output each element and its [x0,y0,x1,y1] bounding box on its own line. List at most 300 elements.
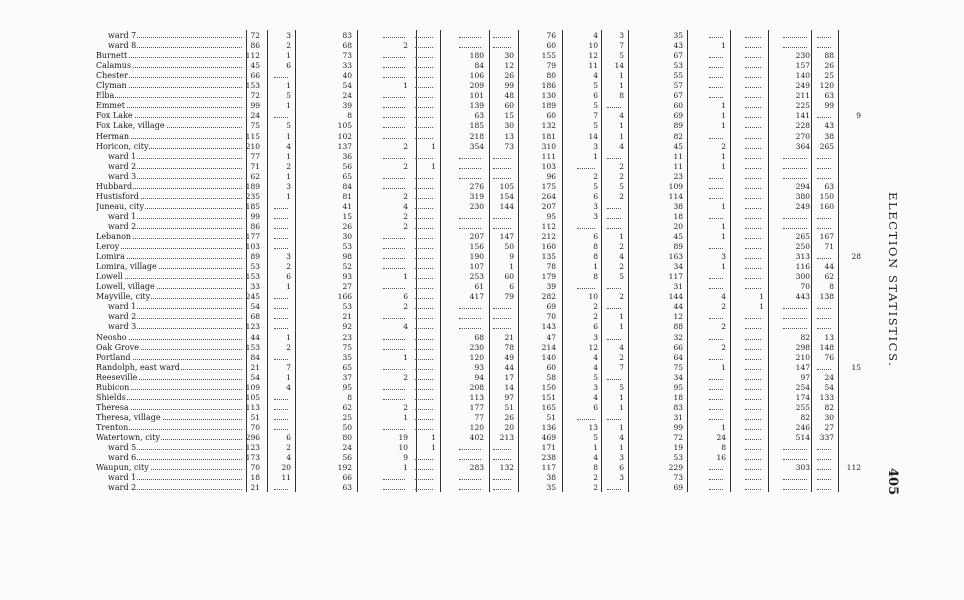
table-cell: 185 [469,121,484,131]
table-cell: 84 [342,181,352,191]
table-cell: 1 [721,262,726,272]
table-cell [604,482,624,493]
row-label-text: Burnett [96,51,128,61]
table-cell: 144 [668,292,683,302]
row-label-text: Horicon, city [96,141,149,151]
table-cell: 77 [250,151,260,161]
table-cell: 41 [342,201,352,211]
table-cell: 3 [286,181,291,191]
table-cell: 249 [795,81,810,91]
table-cell: 192 [337,463,352,473]
table-cell: 141 [795,111,810,121]
table-cell: 179 [541,272,556,282]
table-cell: 6 [593,322,598,332]
table-cell: 1 [286,282,291,292]
table-cell: 60 [546,362,556,372]
table-cell: 1 [619,232,624,241]
table-cell: 112 [541,221,556,231]
table-cell: 52 [342,262,352,272]
table-cell: 75 [342,342,352,352]
table-cell: 24 [342,443,352,453]
table-cell: 26 [504,71,514,81]
table-cell: 62 [824,272,834,282]
table-cell: 88 [824,51,834,61]
table-cell: 16 [716,453,726,463]
table-cell: 7 [619,41,624,51]
table-cell: 107 [469,262,484,272]
table-cell: 8 [619,91,624,101]
table-cell: 5 [619,382,624,392]
row-label-text: Lebanon [96,232,132,241]
table-cell: 60 [546,111,556,121]
table-cell: 113 [245,402,260,412]
table-cell: 1 [619,422,624,432]
table-cell: 44 [250,332,260,342]
table-cell: 98 [342,252,352,262]
table-cell: 103 [245,242,260,252]
table-cell: 68 [474,332,484,342]
table-cell: 55 [673,71,683,81]
table-cell: 97 [504,392,514,402]
table-cell: 95 [673,382,683,392]
table-cell: 3 [286,31,291,40]
table-cell: 13 [588,422,598,432]
table-cell: 354 [469,141,484,151]
table-cell: 72 [250,91,260,101]
table-cell: 71 [824,242,834,252]
table-cell: 14 [588,131,598,141]
table-cell: 8 [593,272,598,282]
table-cell: 15 [342,211,352,221]
table-cell: 44 [673,302,683,312]
table-cell: 21 [504,332,514,342]
table-cell: 210 [795,352,810,362]
table-cell: 6 [286,61,291,71]
table-cell: 24 [716,433,726,442]
table-cell: 65 [342,362,352,372]
table-cell: 35 [342,352,352,362]
table-cell: 3 [619,31,624,40]
row-label-text: Neosho [96,332,127,342]
table-cell: 212 [541,232,556,241]
table-cell: 135 [541,252,556,262]
table-cell: 67 [673,51,683,61]
table-cell: 1 [759,292,764,302]
table-cell: 18 [250,473,260,483]
table-cell: 443 [795,292,810,302]
table-cell: 51 [546,412,556,422]
table-cell: 1 [286,81,291,91]
table-cell: 2 [593,312,598,322]
table-cell: 78 [546,262,556,272]
table-cell: 5 [286,91,291,101]
table-cell: 1 [721,101,726,111]
table-cell: 5 [593,181,598,191]
table-cell: 174 [795,392,810,402]
table-cell: 58 [546,372,556,382]
table-cell: 11 [673,161,683,171]
table-cell: 319 [469,191,484,201]
table-cell: 89 [250,252,260,262]
table-cell: 4 [593,392,598,402]
table-cell: 72 [250,31,260,40]
table-cell: 34 [673,372,683,382]
table-cell: 66 [250,71,260,81]
table-cell: 153 [245,81,260,91]
table-cell: 36 [342,151,352,161]
table-cell: 23 [673,171,683,181]
table-cell: 77 [474,412,484,422]
table-cell: 1 [403,463,408,473]
table-cell: 1 [721,151,726,161]
table-cell: 63 [824,91,834,101]
table-cell: 51 [504,402,514,412]
table-cell: 4 [403,201,408,211]
table-cell: 75 [673,362,683,372]
table-cell: 56 [342,453,352,463]
table-cell: 3 [619,473,624,483]
table-cell: 30 [824,412,834,422]
table-cell: 21 [250,362,260,372]
table-cell: 63 [342,483,352,493]
table-cell: 160 [819,201,834,211]
row-label-text: ward 3 [108,171,137,181]
table-cell: 2 [721,302,726,312]
table-cell: 265 [819,141,834,151]
table-cell: 139 [469,101,484,111]
table-cell: 229 [668,463,683,473]
row-label-text: Theresa [96,402,129,412]
table-cell: 1 [286,131,291,141]
table-cell: 2 [286,41,291,51]
table-cell: 250 [795,242,810,252]
table-cell: 8 [593,242,598,252]
table-cell: 9 [509,252,514,262]
row-label-text: Portland [96,352,131,362]
table-cell: 1 [721,201,726,211]
table-cell: 73 [673,473,683,483]
row-label-text: Emmet [96,101,125,111]
table-cell: 5 [593,433,598,442]
table-cell: 167 [819,232,834,241]
table-cell: 1 [431,161,436,171]
table-cell: 66 [673,342,683,352]
table-cell: 105 [245,392,260,402]
table-cell: 73 [342,51,352,61]
row-label-text: Watertown, city [96,433,160,442]
row-label-text: Leroy [96,242,120,252]
table-cell: 210 [245,141,260,151]
table-cell: 82 [673,131,683,141]
table-cell: 27 [824,422,834,432]
table-cell: 10 [588,292,598,302]
table-cell: 207 [469,232,484,241]
table-cell: 30 [342,232,352,241]
table-cell: 150 [541,382,556,392]
table-cell: 24 [250,111,260,121]
table-cell: 112 [245,51,260,61]
row-label-text: Theresa, village [96,412,161,422]
table-cell: 207 [541,201,556,211]
table-cell: 10 [398,443,408,453]
table-cell: 2 [619,262,624,272]
table-cell: 283 [469,463,484,473]
table-cell: 235 [245,191,260,201]
table-cell: 6 [593,91,598,101]
table-cell: 51 [250,412,260,422]
table-cell: 138 [819,292,834,302]
table-cell: 103 [541,161,556,171]
table-cell: 68 [342,41,352,51]
table-cell: 8 [347,111,352,121]
table-cell: 6 [593,191,598,201]
table-cell: 35 [673,31,683,40]
table-cell: 26 [824,61,834,71]
table-cell: 75 [250,121,260,131]
table-cell: 105 [337,121,352,131]
table-cell: 68 [250,312,260,322]
table-cell [412,482,436,493]
table-cell: 155 [541,51,556,61]
table-cell: 2 [403,161,408,171]
table-cell: 282 [541,292,556,302]
table-cell: 4 [619,342,624,352]
table-cell: 4 [286,382,291,392]
table-cell: 6 [593,232,598,241]
table-cell: 44 [504,362,514,372]
table-cell [706,482,726,493]
row-label-text: Calamus [96,61,132,71]
table-cell: 294 [795,181,810,191]
table-cell: 2 [403,302,408,312]
table-cell: 136 [541,422,556,432]
table-cell: 111 [541,151,556,161]
table-cell: 214 [541,342,556,352]
table-cell: 313 [795,252,810,262]
table-cell: 2 [286,161,291,171]
table-cell: 2 [593,473,598,483]
table-cell: 73 [504,141,514,151]
table-cell: 66 [342,473,352,483]
row-label-text: ward 1 [108,211,137,221]
table-cell: 17 [504,372,514,382]
table-cell: 1 [403,81,408,91]
table-cell: 116 [795,262,810,272]
table-cell: 102 [337,131,352,141]
table-cell: 120 [819,81,834,91]
table-cell: 24 [824,372,834,382]
table-cell: 24 [342,91,352,101]
table-cell: 156 [469,242,484,252]
table-cell: 18 [673,211,683,221]
table-cell [380,482,408,493]
table-cell: 5 [619,272,624,282]
table-cell: 10 [588,41,598,51]
table-cell: 99 [824,101,834,111]
table-cell: 81 [342,191,352,201]
table-cell: 1 [759,302,764,312]
table-cell: 70 [250,463,260,473]
table-cell: 53 [250,262,260,272]
table-cell: 11 [281,473,291,483]
table-cell: 84 [474,61,484,71]
table-cell: 310 [541,141,556,151]
table-cell: 5 [593,121,598,131]
table-cell: 2 [593,171,598,181]
table-cell: 86 [250,41,260,51]
table-cell [780,482,810,493]
table-cell: 1 [619,402,624,412]
table-cell: 39 [342,101,352,111]
table-cell: 1 [619,71,624,81]
table-cell: 115 [245,131,260,141]
row-label-text: Chester [96,71,128,81]
table-cell: 93 [474,362,484,372]
table-cell: 238 [541,453,556,463]
table-cell: 132 [541,121,556,131]
table-cell: 53 [342,242,352,252]
table-cell: 60 [504,101,514,111]
table-cell: 303 [795,463,810,473]
table-cell: 1 [431,141,436,151]
table-cell: 8 [829,282,834,292]
table-cell: 11 [588,61,598,71]
table-cell: 97 [800,372,810,382]
table-cell: 2 [593,302,598,312]
table-cell: 25 [342,412,352,422]
table-cell: 19 [398,433,408,442]
table-cell: 45 [250,61,260,71]
table-cell: 9 [856,111,861,121]
table-cell: 5 [619,181,624,191]
table-cell: 4 [593,362,598,372]
table-cell: 364 [795,141,810,151]
table-cell: 1 [286,151,291,161]
table-cell: 1 [721,161,726,171]
table-cell: 469 [541,433,556,442]
table-cell: 5 [593,101,598,111]
table-cell: 37 [342,372,352,382]
table-cell: 76 [546,31,556,40]
table-cell: 163 [668,252,683,262]
table-cell: 2 [721,322,726,332]
row-label-text: Mayville, city [96,292,151,302]
table-cell: 47 [546,332,556,342]
page-number: 405 [885,468,900,496]
table-cell: 4 [619,141,624,151]
table-cell: 12 [588,51,598,61]
table-cell [814,482,834,493]
table-cell: 80 [546,71,556,81]
table-cell: 8 [593,252,598,262]
table-cell: 43 [824,121,834,131]
row-label [108,482,244,493]
table-cell: 402 [469,433,484,442]
row-label-text: Herman [96,131,130,141]
table-cell: 130 [541,91,556,101]
table-cell: 380 [795,191,810,201]
table-cell: 296 [245,433,260,442]
table-cell: 27 [342,282,352,292]
row-label-text: Lomira [96,252,125,262]
table-cell: 1 [286,101,291,111]
table-cell: 13 [824,332,834,342]
table-cell: 21 [342,312,352,322]
row-label-text: Oak Grove [96,342,140,352]
table-cell: 153 [245,342,260,352]
table-cell: 171 [541,443,556,453]
table-cell: 175 [541,181,556,191]
table-cell: 8 [721,443,726,453]
table-cell: 83 [673,402,683,412]
table-cell: 80 [342,433,352,442]
table-cell: 177 [469,402,484,412]
table-cell: 14 [504,382,514,392]
table-cell: 12 [504,61,514,71]
table-cell: 3 [593,141,598,151]
table-cell: 112 [846,463,861,473]
table-cell: 30 [504,51,514,61]
table-cell: 148 [819,342,834,352]
table-cell: 6 [619,463,624,473]
table-cell: 1 [431,443,436,453]
table-cell: 1 [593,151,598,161]
table-cell: 54 [824,382,834,392]
row-label-text: ward 2 [108,312,137,322]
row-label-text: Shields [96,392,126,402]
table-cell: 218 [469,131,484,141]
table-cell: 89 [673,121,683,131]
table-cell: 1 [619,322,624,332]
table-cell: 154 [499,191,514,201]
table-cell: 31 [673,412,683,422]
row-label-text: ward 1 [108,473,137,483]
table-cell: 2 [619,161,624,171]
table-cell: 157 [795,61,810,71]
table-cell: 2 [403,372,408,382]
table-cell: 86 [250,221,260,231]
table-cell: 82 [824,402,834,412]
table-cell: 1 [721,121,726,131]
table-cell: 56 [342,161,352,171]
table-cell: 173 [245,453,260,463]
table-cell: 28 [851,252,861,262]
table-cell: 93 [342,272,352,282]
table-cell: 8 [347,392,352,402]
table-cell: 255 [795,402,810,412]
table-cell: 70 [250,422,260,432]
row-label-text: ward 2 [108,161,137,171]
table-cell: 140 [541,352,556,362]
table-cell: 1 [619,121,624,131]
table-cell: 1 [593,443,598,453]
table-cell: 417 [469,292,484,302]
table-cell: 4 [593,31,598,40]
table-cell: 230 [469,201,484,211]
table-cell: 117 [668,272,683,282]
table-cell: 2 [286,443,291,453]
table-cell: 82 [800,332,810,342]
table-cell: 49 [504,352,514,362]
table-cell: 153 [245,272,260,282]
table-cell: 4 [619,111,624,121]
table-cell: 1 [721,362,726,372]
table-cell: 166 [337,292,352,302]
table-cell: 1 [721,41,726,51]
table-cell: 117 [541,463,556,473]
table-cell: 151 [541,392,556,402]
table-cell: 2 [286,262,291,272]
